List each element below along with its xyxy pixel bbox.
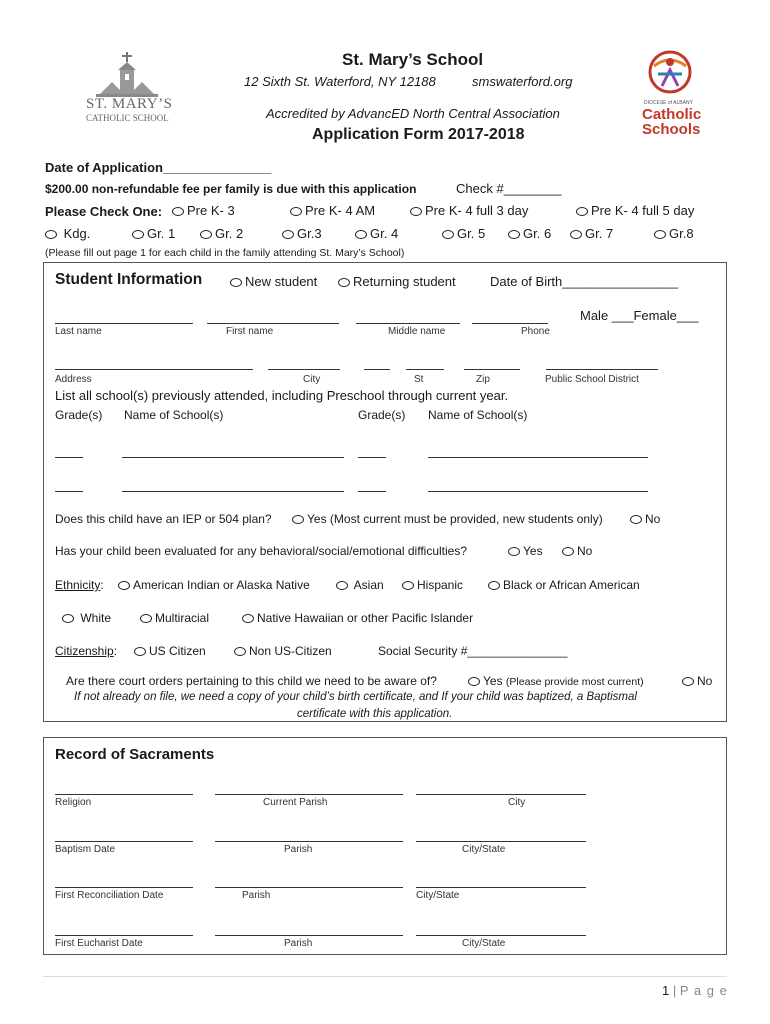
reconciliation-parish-label: Parish xyxy=(242,890,271,901)
grade-option-kdg[interactable]: Kdg. xyxy=(45,226,90,241)
student-info-heading: Student Information xyxy=(55,271,203,288)
accreditation-text: Accredited by AdvancED North Central Association xyxy=(266,106,560,121)
radio-icon xyxy=(682,677,694,686)
grade-option-gr8[interactable]: Gr.8 xyxy=(654,226,694,241)
ethnicity-hispanic[interactable]: Hispanic xyxy=(402,578,463,592)
radio-icon xyxy=(562,547,574,556)
returning-student-option[interactable]: Returning student xyxy=(338,274,456,289)
eucharist-city-label: City/State xyxy=(462,938,506,949)
radio-icon xyxy=(488,581,500,590)
reconciliation-parish-line[interactable] xyxy=(215,886,403,888)
diocese-logo xyxy=(636,48,706,138)
grade-option-prek3[interactable]: Pre K- 3 xyxy=(172,203,235,218)
eucharist-date-line[interactable] xyxy=(55,934,193,936)
radio-icon xyxy=(230,278,242,287)
reconciliation-date-label: First Reconciliation Date xyxy=(55,890,164,901)
zip-line[interactable] xyxy=(406,368,444,370)
radio-icon xyxy=(410,207,422,216)
religion-line[interactable] xyxy=(55,793,193,795)
city-line-1[interactable] xyxy=(416,793,586,795)
grade-option-gr7[interactable]: Gr. 7 xyxy=(570,226,613,241)
ethnicity-american-indian[interactable]: American Indian or Alaska Native xyxy=(118,578,310,592)
state-label: St xyxy=(414,374,424,385)
date-of-application[interactable]: Date of Application_______________ xyxy=(45,160,272,175)
page-number: 1 xyxy=(662,983,670,998)
sacraments-section xyxy=(43,737,727,955)
eucharist-date-label: First Eucharist Date xyxy=(55,938,143,949)
logo-text-sub: CATHOLIC SCHOOL xyxy=(86,113,169,123)
radio-icon xyxy=(468,677,480,686)
radio-icon xyxy=(355,230,367,239)
grades-label-right: Grade(s) xyxy=(358,408,406,422)
new-student-option[interactable]: New student xyxy=(230,274,317,289)
fee-text: $200.00 non-refundable fee per family is due with this application xyxy=(45,182,417,196)
ethnicity-pacific-islander[interactable]: Native Hawaiian or other Pacific Islander xyxy=(242,611,473,625)
ethnicity-label: Ethnicity: xyxy=(55,578,104,592)
radio-icon xyxy=(576,207,588,216)
school-name: St. Mary’s School xyxy=(342,50,484,69)
district-label: Public School District xyxy=(545,374,639,385)
catholic-word: Catholic xyxy=(642,106,702,123)
schools-prompt: List all school(s) previously attended, including Preschool through current year. xyxy=(55,388,509,403)
social-security-field[interactable]: Social Security #_______________ xyxy=(378,644,568,658)
grade-line-2b[interactable] xyxy=(358,490,386,492)
radio-icon xyxy=(338,278,350,287)
eucharist-city-line[interactable] xyxy=(416,934,586,936)
page-word: P a g e xyxy=(679,983,728,998)
current-parish-line[interactable] xyxy=(215,793,403,795)
middle-name-label: Middle name xyxy=(388,326,446,337)
grade-option-gr1[interactable]: Gr. 1 xyxy=(132,226,175,241)
school-line-1a[interactable] xyxy=(122,456,344,458)
church-logo-icon xyxy=(82,50,178,98)
ethnicity-white[interactable]: White xyxy=(62,611,111,625)
grade-option-gr3[interactable]: Gr.3 xyxy=(282,226,322,241)
page-footer xyxy=(662,983,728,998)
iep-yes-option[interactable]: Yes (Most current must be provided, new students only) xyxy=(292,512,603,526)
fill-note: (Please fill out page 1 for each child in the family attending St. Mary’s School) xyxy=(45,247,405,259)
grade-option-prek4full3[interactable]: Pre K- 4 full 3 day xyxy=(410,203,528,218)
address-line[interactable] xyxy=(55,368,253,370)
citizenship-us[interactable]: US Citizen xyxy=(134,644,206,658)
school-line-2a[interactable] xyxy=(122,490,344,492)
grade-option-gr6[interactable]: Gr. 6 xyxy=(508,226,551,241)
state-line[interactable] xyxy=(364,368,390,370)
reconciliation-date-line[interactable] xyxy=(55,886,193,888)
grade-line-1b[interactable] xyxy=(358,456,386,458)
grade-option-prek4am[interactable]: Pre K- 4 AM xyxy=(290,203,375,218)
last-name-label: Last name xyxy=(55,326,102,337)
grade-option-prek4full5[interactable]: Pre K- 4 full 5 day xyxy=(576,203,694,218)
evaluation-no-option[interactable]: No xyxy=(562,544,592,558)
ethnicity-asian[interactable]: Asian xyxy=(336,578,384,592)
radio-icon xyxy=(118,581,130,590)
school-website: smswaterford.org xyxy=(472,74,573,89)
grade-option-gr4[interactable]: Gr. 4 xyxy=(355,226,398,241)
radio-icon xyxy=(508,230,520,239)
citizenship-non-us[interactable]: Non US-Citizen xyxy=(234,644,332,658)
evaluation-yes-option[interactable]: Yes xyxy=(508,544,543,558)
radio-icon xyxy=(132,230,144,239)
iep-question: Does this child have an IEP or 504 plan? xyxy=(55,512,272,526)
school-line-1b[interactable] xyxy=(428,456,648,458)
radio-icon xyxy=(290,207,302,216)
sacraments-heading: Record of Sacraments xyxy=(55,746,215,763)
phone-label: Phone xyxy=(521,326,550,337)
baptism-city-label: City/State xyxy=(462,844,506,855)
last-name-line[interactable] xyxy=(55,322,193,324)
district-line[interactable] xyxy=(546,368,658,370)
baptism-date-line[interactable] xyxy=(55,840,193,842)
court-orders-question: Are there court orders pertaining to this child we need to be aware of? xyxy=(66,674,437,688)
evaluation-question: Has your child been evaluated for any behavioral/social/emotional difficulties? xyxy=(55,544,468,558)
grade-line-1a[interactable] xyxy=(55,456,83,458)
schools-word: Schools xyxy=(642,121,701,138)
radio-icon xyxy=(442,230,454,239)
grades-label-left: Grade(s) xyxy=(55,408,103,422)
first-name-label: First name xyxy=(226,326,274,337)
radio-icon xyxy=(172,207,184,216)
please-check-one: Please Check One: xyxy=(45,204,163,219)
address-label: Address xyxy=(55,374,92,385)
ethnicity-multiracial[interactable]: Multiracial xyxy=(140,611,209,625)
gender-field[interactable]: Male ___Female___ xyxy=(580,308,699,323)
radio-icon xyxy=(62,614,74,623)
radio-icon xyxy=(45,230,57,239)
radio-icon xyxy=(508,547,520,556)
city-line[interactable] xyxy=(268,368,340,370)
school-name-label-left: Name of School(s) xyxy=(124,408,224,422)
zip-label: Zip xyxy=(476,374,490,385)
grade-line-2a[interactable] xyxy=(55,490,83,492)
birth-certificate-note-2: certificate with this application. xyxy=(297,708,453,720)
grade-option-gr2[interactable]: Gr. 2 xyxy=(200,226,243,241)
radio-icon xyxy=(282,230,294,239)
grade-option-gr5[interactable]: Gr. 5 xyxy=(442,226,485,241)
first-name-line[interactable] xyxy=(207,322,339,324)
eucharist-parish-label: Parish xyxy=(284,938,313,949)
eucharist-parish-line[interactable] xyxy=(215,934,403,936)
school-logo xyxy=(82,50,178,130)
radio-icon xyxy=(234,647,246,656)
baptism-city-line[interactable] xyxy=(416,840,586,842)
radio-icon xyxy=(200,230,212,239)
middle-name-line[interactable] xyxy=(356,322,460,324)
radio-icon xyxy=(402,581,414,590)
current-parish-label: Current Parish xyxy=(263,797,328,808)
ethnicity-black[interactable]: Black or African American xyxy=(488,578,640,592)
court-orders-yes[interactable]: Yes (Please provide most current) xyxy=(468,674,644,688)
radio-icon xyxy=(654,230,666,239)
check-number[interactable]: Check #________ xyxy=(456,181,562,196)
zip-ext-line[interactable] xyxy=(464,368,520,370)
baptism-date-label: Baptism Date xyxy=(55,844,116,855)
radio-icon xyxy=(570,230,582,239)
birth-certificate-note-1: If not already on file, we need a copy of your child’s birth certificate, and If your child was baptized, a Baptismal xyxy=(74,691,637,703)
radio-icon xyxy=(242,614,254,623)
school-name-label-right: Name of School(s) xyxy=(428,408,528,422)
city-label-1: City xyxy=(508,797,526,808)
radio-icon xyxy=(336,581,348,590)
radio-icon xyxy=(292,515,304,524)
baptism-parish-line[interactable] xyxy=(215,840,403,842)
iep-no-option[interactable]: No xyxy=(630,512,660,526)
religion-label: Religion xyxy=(55,797,92,808)
diocese-label: DIOCESE of ALBANY xyxy=(644,100,693,106)
school-line-2b[interactable] xyxy=(428,490,648,492)
footer-divider xyxy=(43,976,727,977)
radio-icon xyxy=(630,515,642,524)
form-title: Application Form 2017-2018 xyxy=(312,126,525,143)
citizenship-label: Citizenship: xyxy=(55,644,118,658)
court-orders-no[interactable]: No xyxy=(682,674,712,688)
city-label: City xyxy=(303,374,321,385)
baptism-parish-label: Parish xyxy=(284,844,313,855)
radio-icon xyxy=(140,614,152,623)
catholic-schools-logo-icon xyxy=(640,48,700,98)
page-separator: | xyxy=(672,983,677,998)
reconciliation-city-label: City/State xyxy=(416,890,460,901)
phone-line[interactable] xyxy=(472,322,548,324)
date-of-birth-field[interactable]: Date of Birth________________ xyxy=(490,274,678,289)
radio-icon xyxy=(134,647,146,656)
school-address: 12 Sixth St. Waterford, NY 12188 xyxy=(244,74,436,89)
reconciliation-city-line[interactable] xyxy=(416,886,586,888)
logo-text-main: ST. MARY’S xyxy=(86,96,173,112)
